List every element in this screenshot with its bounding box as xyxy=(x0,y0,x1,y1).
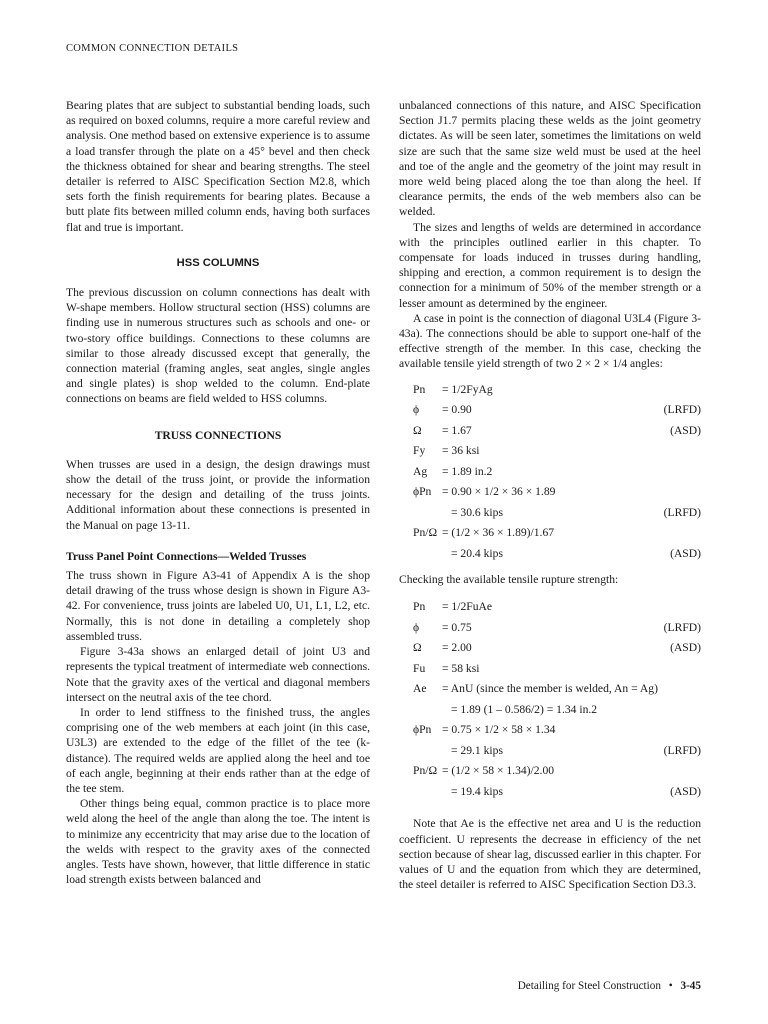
eq-value: = 36 ksi xyxy=(442,444,480,458)
equations-rupture xyxy=(399,597,701,802)
eq-result: = 1.89 (1 – 0.586/2) = 1.34 in.2 xyxy=(451,702,598,716)
eq-value: = 0.75 xyxy=(442,620,472,634)
eq-symbol: Pn xyxy=(413,600,426,614)
eq-row xyxy=(399,441,701,462)
eq-value: = 1/2FuAe xyxy=(442,600,493,614)
eq-value: = 58 ksi xyxy=(442,661,480,675)
eq-value: = 0.90 × 1/2 × 36 × 1.89 xyxy=(442,485,556,499)
eq-symbol: Pn/Ω xyxy=(413,526,438,540)
eq-symbol: ϕ xyxy=(413,620,420,634)
heading-truss-connections: TRUSS CONNECTIONS xyxy=(154,428,282,442)
eq-row xyxy=(399,400,701,421)
eq-value: = 1/2FyAg xyxy=(442,382,493,396)
eq-symbol: Ae xyxy=(413,682,427,696)
eq-symbol: Pn xyxy=(413,382,426,396)
eq-row xyxy=(399,659,701,680)
paragraph-panel-4: Other things being equal, common practice is to place more weld along the heel of the angle than along the toe. The intent is to minimize any eccentricity that may arise due to the location of the welds with respect to the gravity axes of the connected angles. Tests have shown, however, that little difference in static load strength exists between balanced and xyxy=(66,797,370,887)
eq-value: = (1/2 × 58 × 1.34)/2.00 xyxy=(442,764,555,778)
eq-value: = AnU (since the member is welded, An = Ag) xyxy=(442,682,658,696)
heading-hss-columns: HSS COLUMNS xyxy=(176,256,260,269)
paragraph-note-ae: Note that Ae is the effective net area and U is the reduction coefficient. U represents the decrease in efficiency of the net section because of shear lag, discussed earlier in this chapter. For values of U and the equation from which they are determined, the steel detailer is referred to AISC Specification Section D3.3. xyxy=(399,817,701,892)
eq-result: = 30.6 kips xyxy=(451,505,503,519)
eq-row xyxy=(399,462,701,483)
eq-value: = 1.67 xyxy=(442,423,472,437)
left-column xyxy=(66,98,370,887)
eq-row xyxy=(399,380,701,401)
eq-value: = (1/2 × 36 × 1.89)/1.67 xyxy=(442,526,555,540)
eq-row xyxy=(399,761,701,782)
footer-bullet: • xyxy=(668,980,673,992)
eq-row xyxy=(399,700,701,721)
paragraph-hss-columns: The previous discussion on column connections has dealt with W-shape members. Hollow structural section (HSS) columns are finding use in numerous structures such as schools and one- or two-story office buildings. Connections to these columns are similar to those already discussed except that generally, the connection material (framing angles, seat angles, single angles and single plates) is shop welded to the column. End-plate connections on beams are field welded to HSS columns. xyxy=(66,286,370,406)
paragraph-panel-1: The truss shown in Figure A3-41 of Appendix A is the shop detail drawing of the truss whose design is shown in Figure A3-42. For convenience, truss joints are labeled U0, U1, L1, L2, etc. Normally, this is not done in detailing a completely shop assembled truss. xyxy=(66,569,370,643)
eq-row xyxy=(399,421,701,442)
eq-symbol: Fy xyxy=(413,444,426,458)
eq-value: = 0.90 xyxy=(442,403,472,417)
eq-result: = 20.4 kips xyxy=(451,546,503,560)
eq-symbol: Ω xyxy=(413,641,422,655)
paragraph-case-in-point: A case in point is the connection of diagonal U3L4 (Figure 3-43a). The connections should be able to support one-half of the effective strength of the member. In this case, checking the available tensile yield strength of two 2 × 2 × 1/4 angles: xyxy=(399,311,701,371)
eq-row xyxy=(399,503,701,524)
heading-truss-panel-point: Truss Panel Point Connections—Welded Trusses xyxy=(66,549,307,563)
eq-method: (LRFD) xyxy=(663,505,701,519)
eq-method: (ASD) xyxy=(670,423,701,437)
eq-row xyxy=(399,782,701,803)
eq-row xyxy=(399,638,701,659)
eq-symbol: ϕ xyxy=(413,403,420,417)
eq-row xyxy=(399,597,701,618)
eq-row xyxy=(399,544,701,565)
eq-value: = 2.00 xyxy=(442,641,472,655)
eq-row xyxy=(399,679,701,700)
eq-method: (LRFD) xyxy=(663,743,701,757)
running-head: COMMON CONNECTION DETAILS xyxy=(66,43,239,54)
eq-symbol: Ag xyxy=(413,464,428,478)
eq-value: = 0.75 × 1/2 × 58 × 1.34 xyxy=(442,723,556,737)
eq-row xyxy=(399,482,701,503)
eq-symbol: ϕPn xyxy=(413,485,432,499)
eq-row xyxy=(399,741,701,762)
paragraph-continued: unbalanced connections of this nature, and AISC Specification Section J1.7 permits placing these welds as the joint geometry dictates. As will be seen later, sometimes the limitations on weld size are such that the same size weld must be used at the heel and toe of the angle and the geometry of the joint may result in more weld being placed along the toe than along the heel. If clearance permits, the ends of the web members also can be welded. xyxy=(399,99,701,219)
eq-method: (LRFD) xyxy=(663,620,701,634)
paragraph-truss-connections: When trusses are used in a design, the design drawings must show the detail of the truss joint, or provide the information necessary for the design and detailing of the truss joints. Additional information about these connections is presented in the Manual on page 13-11. xyxy=(66,457,370,532)
paragraph-weld-sizes: The sizes and lengths of welds are determined in accordance with the principles outlined earlier in this chapter. To compensate for loads induced in trusses during handling, shipping and erection, a common requirement is to design the connection for a minimum of 50% of the member strength or a lesser amount as determined by the engineer. xyxy=(399,220,701,310)
eq-method: (ASD) xyxy=(670,784,701,798)
paragraph-rupture-intro: Checking the available tensile rupture strength: xyxy=(399,573,619,587)
eq-method: (LRFD) xyxy=(663,403,701,417)
eq-result: = 29.1 kips xyxy=(451,743,503,757)
eq-method: (ASD) xyxy=(670,641,701,655)
page-number: 3-45 xyxy=(680,980,701,992)
footer-title: Detailing for Steel Construction xyxy=(517,980,661,992)
right-column xyxy=(399,98,701,892)
eq-row xyxy=(399,523,701,544)
eq-result: = 19.4 kips xyxy=(451,784,503,798)
eq-row xyxy=(399,618,701,639)
paragraph-panel-3: In order to lend stiffness to the finished truss, the angles comprising one of the web members at each joint (in this case, U3L3) are extended to the edge of the fillet of the tee (k-distance). The required welds are applied along the heel and toe of each angle, beginning at their ends rather than at the edge of the tee stem. xyxy=(66,705,370,795)
eq-method: (ASD) xyxy=(670,546,701,560)
page-footer xyxy=(518,980,701,992)
eq-symbol: Ω xyxy=(413,423,422,437)
eq-row xyxy=(399,720,701,741)
paragraph-panel-2: Figure 3-43a shows an enlarged detail of joint U3 and represents the typical treatment of intermediate web connections. Note that the gravity axes of the vertical and diagonal members intersect on the neutral axis of the tee chord. xyxy=(66,645,370,704)
equations-yield xyxy=(399,380,701,565)
eq-symbol: ϕPn xyxy=(413,723,432,737)
eq-symbol: Pn/Ω xyxy=(413,764,438,778)
eq-symbol: Fu xyxy=(413,661,426,675)
eq-value: = 1.89 in.2 xyxy=(442,464,493,478)
paragraph-bearing-plates: Bearing plates that are subject to substantial bending loads, such as required on boxed columns, require a more careful review and analysis. One method based on extensive experience is to assume a load transfer through the plate on a 45° bevel and then check the thickness obtained for shear and bearing strengths. The steel detailer is referred to AISC Specification Section M2.8, which sets forth the finish requirements for bearing plates. Because a butt plate fits between milled column ends, having both surfaces flat and true is important. xyxy=(66,99,370,234)
